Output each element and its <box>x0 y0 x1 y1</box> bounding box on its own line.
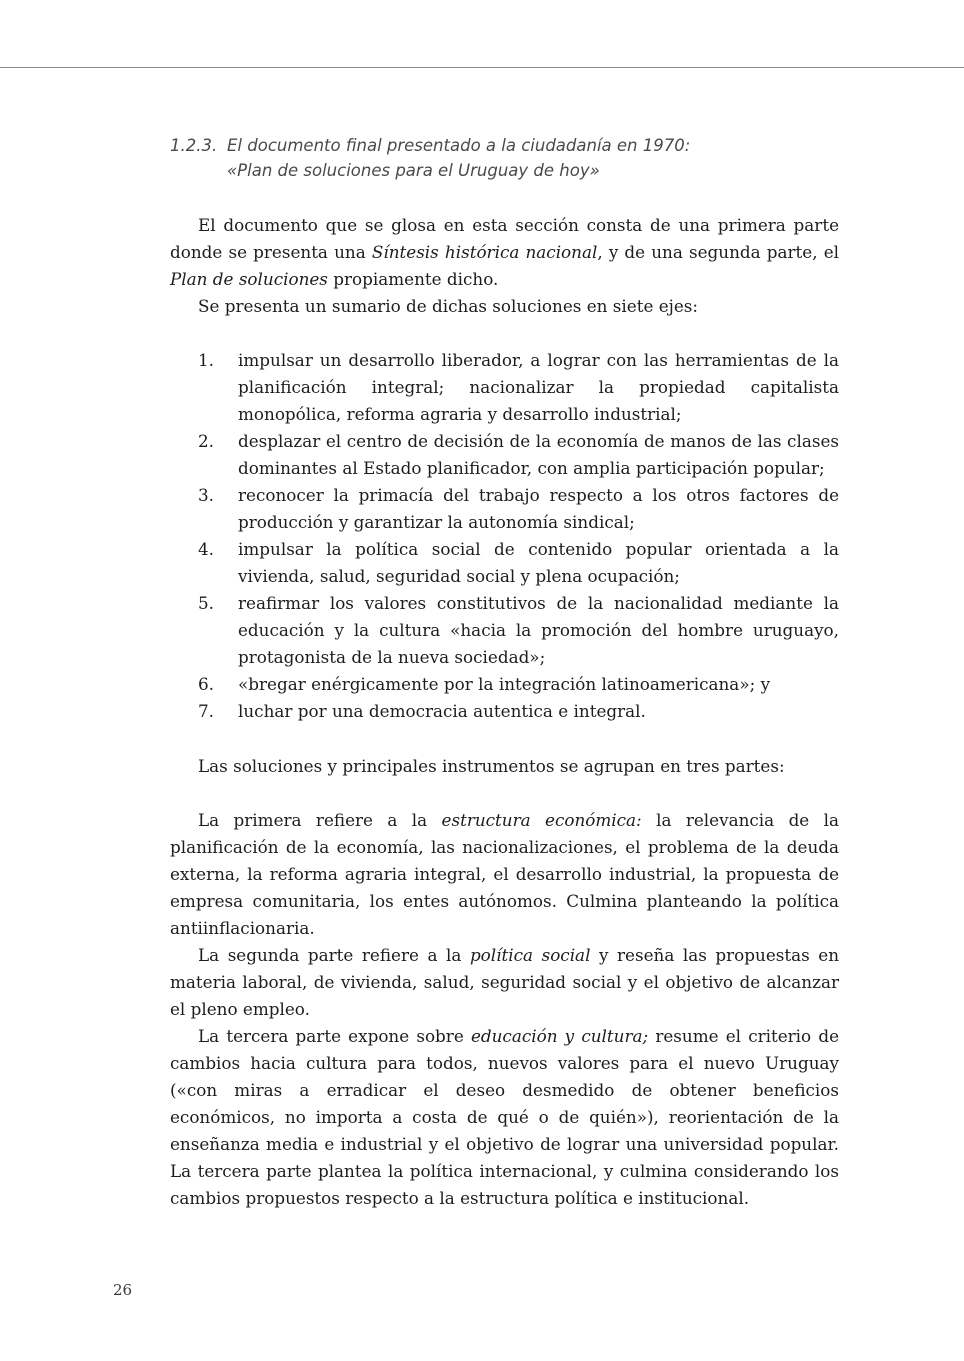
list-item <box>170 671 839 698</box>
intro-paragraph-2: Se presenta un sumario de dichas soluciones en siete ejes: <box>198 296 699 316</box>
list-item-text: «bregar enérgicamente por la integración latinoamericana»; y <box>238 674 771 694</box>
list-item-text: desplazar el centro de decisión de la economía de manos de las clases dominantes al Estado planificador, con amplia participación popular; <box>238 431 839 478</box>
header-rule <box>0 67 964 68</box>
after-list-block <box>170 753 839 780</box>
list-marker: 7. <box>198 701 215 721</box>
axes-list <box>170 347 839 725</box>
list-item-text: reconocer la primacía del trabajo respecto a los otros factores de producción y garantizar la autonomía sindical; <box>238 485 839 532</box>
parts-1-emphasis: estructura económica: <box>441 810 642 830</box>
parts-paragraph-1 <box>170 807 839 942</box>
list-marker: 6. <box>198 674 215 694</box>
section-number: 1.2.3. <box>170 136 218 155</box>
list-item <box>170 428 839 482</box>
parts-3-text-c: resume el criterio de cambios hacia cultura para todos, nuevos valores para el nuevo Uruguay («con miras a erradicar el deseo desmedido de obtener beneficios económicos, no importa a costa de qué o de quién»), reorientación de la enseñanza media e industrial y el objetivo de lograr una universidad popular. La tercera parte plantea la política internacional, y culmina considerando los cambios propuestos respecto a la estructura política e institucional. <box>170 1026 839 1208</box>
parts-paragraph-3 <box>170 1023 839 1212</box>
list-marker: 2. <box>198 431 215 451</box>
list-marker: 3. <box>198 485 215 505</box>
parts-3-emphasis: educación y cultura; <box>470 1026 649 1046</box>
parts-1-text-c: la relevancia de la planificación de la economía, las nacionalizaciones, el problema de la deuda externa, la reforma agraria integral, el desarrollo industrial, la propuesta de empresa comunitaria, los entes autónomos. Culmina planteando la política antiinflacionaria. <box>170 810 840 938</box>
list-item <box>170 482 839 536</box>
list-item <box>170 536 839 590</box>
parts-2-text-c: y reseña las propuestas en materia laboral, de vivienda, salud, seguridad social y el objetivo de alcanzar el pleno empleo. <box>170 945 840 1019</box>
intro-text-c: , y de una segunda parte, el <box>597 242 839 262</box>
list-item-text: impulsar un desarrollo liberador, a lograr con las herramientas de la planificación integral; nacionalizar la propiedad capitalista monopólica, reforma agraria y desarrollo industrial; <box>238 350 839 424</box>
list-item <box>170 347 839 428</box>
list-marker: 5. <box>198 593 215 613</box>
page-number: 26 <box>113 1281 133 1299</box>
intro-emphasis-sintesis: Síntesis histórica nacional <box>371 242 598 262</box>
parts-2-text-a: La segunda parte refiere a la <box>198 945 470 965</box>
list-item <box>170 698 839 725</box>
list-item-text: impulsar la política social de contenido popular orientada a la vivienda, salud, seguridad social y plena ocupación; <box>238 539 839 586</box>
list-marker: 1. <box>198 350 215 370</box>
after-list-paragraph: Las soluciones y principales instrumentos se agrupan en tres partes: <box>198 756 785 776</box>
section-heading <box>170 133 850 183</box>
list-item-text: reafirmar los valores constitutivos de la nacionalidad mediante la educación y la cultura «hacia la promoción del hombre uruguayo, protagonista de la nueva sociedad»; <box>238 593 839 667</box>
parts-block <box>170 807 839 1212</box>
intro-text-a: El documento que se glosa en esta sección consta de una primera parte donde se presenta una <box>170 215 839 262</box>
list-item <box>170 590 839 671</box>
list-item-text: luchar por una democracia autentica e integral. <box>238 701 646 721</box>
intro-text-e: propiamente dicho. <box>327 269 499 289</box>
heading-title: El documento final presentado a la ciudadanía en 1970: <box>227 136 691 155</box>
intro-emphasis-plan: Plan de soluciones <box>170 269 328 289</box>
intro-paragraph-1 <box>170 212 839 293</box>
parts-paragraph-2 <box>170 942 839 1023</box>
intro-block <box>170 212 839 320</box>
heading-line-1 <box>170 133 850 158</box>
parts-2-emphasis: política social <box>469 945 591 965</box>
parts-1-text-a: La primera refiere a la <box>198 810 442 830</box>
parts-3-text-a: La tercera parte expone sobre <box>198 1026 471 1046</box>
list-marker: 4. <box>198 539 215 559</box>
heading-line-2: «Plan de soluciones para el Uruguay de hoy» <box>227 161 600 180</box>
